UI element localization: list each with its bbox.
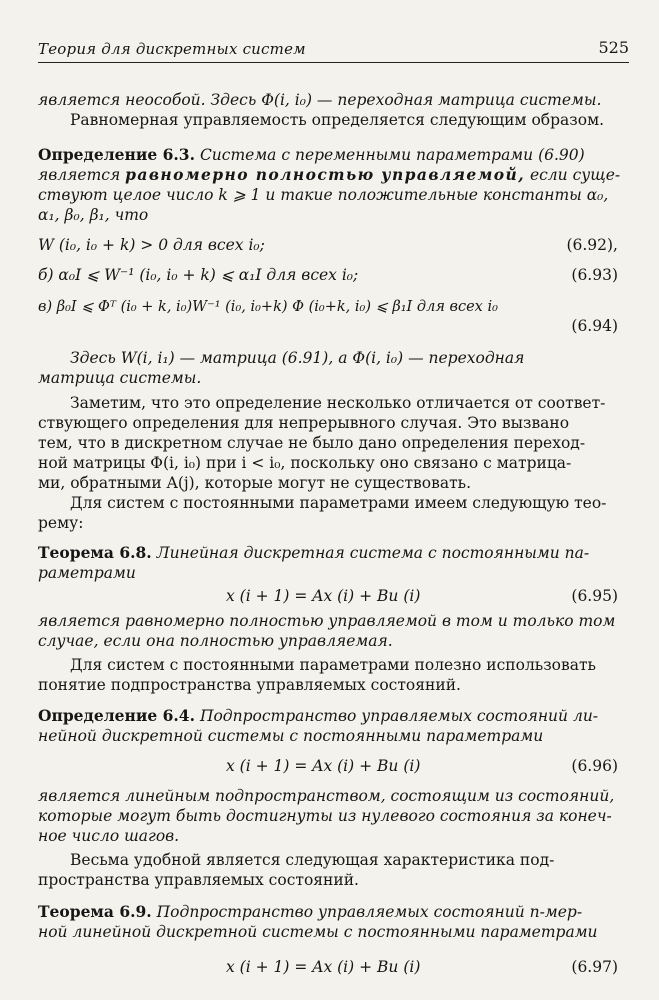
definition-6-3-line [38,145,618,165]
running-title: Теория для дискретных систем [38,40,306,58]
definition-line [38,165,621,185]
text-line: ной матрицы Φ(i, i₀) при i < i₀, поскольку оно связано с матрица- [38,454,572,472]
definition-line: нейной дискретной системы с постоянными параметрами [38,727,544,745]
equation-body: б) α₀I ⩽ W⁻¹ (i₀, i₀ + k) ⩽ α₁I для всех i₀; [38,266,359,284]
text-line: ствующего определения для непрерывного случая. Это вызвано [38,414,570,432]
emphasized-term: равномерно полностью управляемой, [125,165,525,184]
definition-6-4-line [38,706,618,726]
theorem-text: Подпространство управляемых состояний n-мер- [156,903,583,921]
text-line: ми, обратными A(j), которые могут не существовать. [38,474,472,492]
page-number: 525 [598,38,629,57]
text-line: тем, что в дискретном случае не было дано определения переход- [38,434,586,452]
definition-text: Подпространство управляемых состояний ли- [199,707,599,725]
theorem-6-8-line [38,543,618,563]
definition-text: является [38,166,121,184]
text-line: Весьма удобной является следующая характеристика под- [70,851,555,869]
theorem-line: случае, если она полностью управляемая. [38,632,393,650]
definition-line: которые могут быть достигнуты из нулевого состояния за конеч- [38,807,612,825]
definition-heading: Определение 6.3. [38,145,195,164]
text-line: понятие подпространства управляемых состояний. [38,676,461,694]
text-line: Для систем с постоянными параметрами полезно использовать [70,656,596,674]
text-line: Заметим, что это определение несколько отличается от соответ- [70,394,606,412]
text-line: Для систем с постоянными параметрами имеем следующую тео- [70,494,607,512]
theorem-6-9-line [38,902,618,922]
text-line: рему: [38,514,84,532]
text-line: является неособой. Здесь Φ(i, i₀) — переходная матрица системы. [38,91,602,109]
equation-6-93 [38,265,618,285]
text-line: пространства управляемых состояний. [38,871,359,889]
definition-line: ное число шагов. [38,827,180,845]
text-line: Равномерная управляемость определяется следующим образом. [70,111,605,129]
equation-6-92 [38,235,618,255]
definition-heading: Определение 6.4. [38,706,195,725]
equation-6-94 [38,296,618,317]
equation-number: (6.96) [571,757,618,775]
theorem-text: Линейная дискретная система с постоянными па- [156,544,590,562]
text-line: Здесь W(i, i₁) — матрица (6.91), а Φ(i, i₀) — переходная [70,349,525,367]
definition-text: Система с переменными параметрами (6.90) [199,146,585,164]
running-header [38,36,629,63]
theorem-line: ной линейной дискретной системы с постоянными параметрами [38,923,598,941]
text-line: матрица системы. [38,369,202,387]
equation-body: x (i + 1) = Ax (i) + Bu (i) [226,587,421,605]
theorem-heading: Теорема 6.8. [38,543,152,562]
definition-text: если суще- [529,166,621,184]
equation-body: x (i + 1) = Ax (i) + Bu (i) [226,958,421,976]
equation-number: (6.95) [571,587,618,605]
definition-line: ствуют целое число k ⩾ 1 и такие положительные константы α₀, [38,186,609,204]
equation-number: (6.92), [566,236,618,254]
theorem-line: раметрами [38,564,136,582]
definition-line: является линейным подпространством, состоящим из состояний, [38,787,615,805]
equation-body: W (i₀, i₀ + k) > 0 для всех i₀; [38,236,265,254]
equation-number: (6.97) [571,958,618,976]
theorem-heading: Теорема 6.9. [38,902,152,921]
equation-number: (6.94) [571,317,618,335]
equation-number: (6.93) [571,266,618,284]
theorem-line: является равномерно полностью управляемой в том и только том [38,612,616,630]
definition-line: α₁, β₀, β₁, что [38,206,149,224]
equation-body: x (i + 1) = Ax (i) + Bu (i) [226,757,421,775]
equation-body: в) β₀I ⩽ Φᵀ (i₀ + k, i₀)W⁻¹ (i₀, i₀+k) Φ (i₀+k, i₀) ⩽ β₁I для всех i₀ [38,299,498,315]
